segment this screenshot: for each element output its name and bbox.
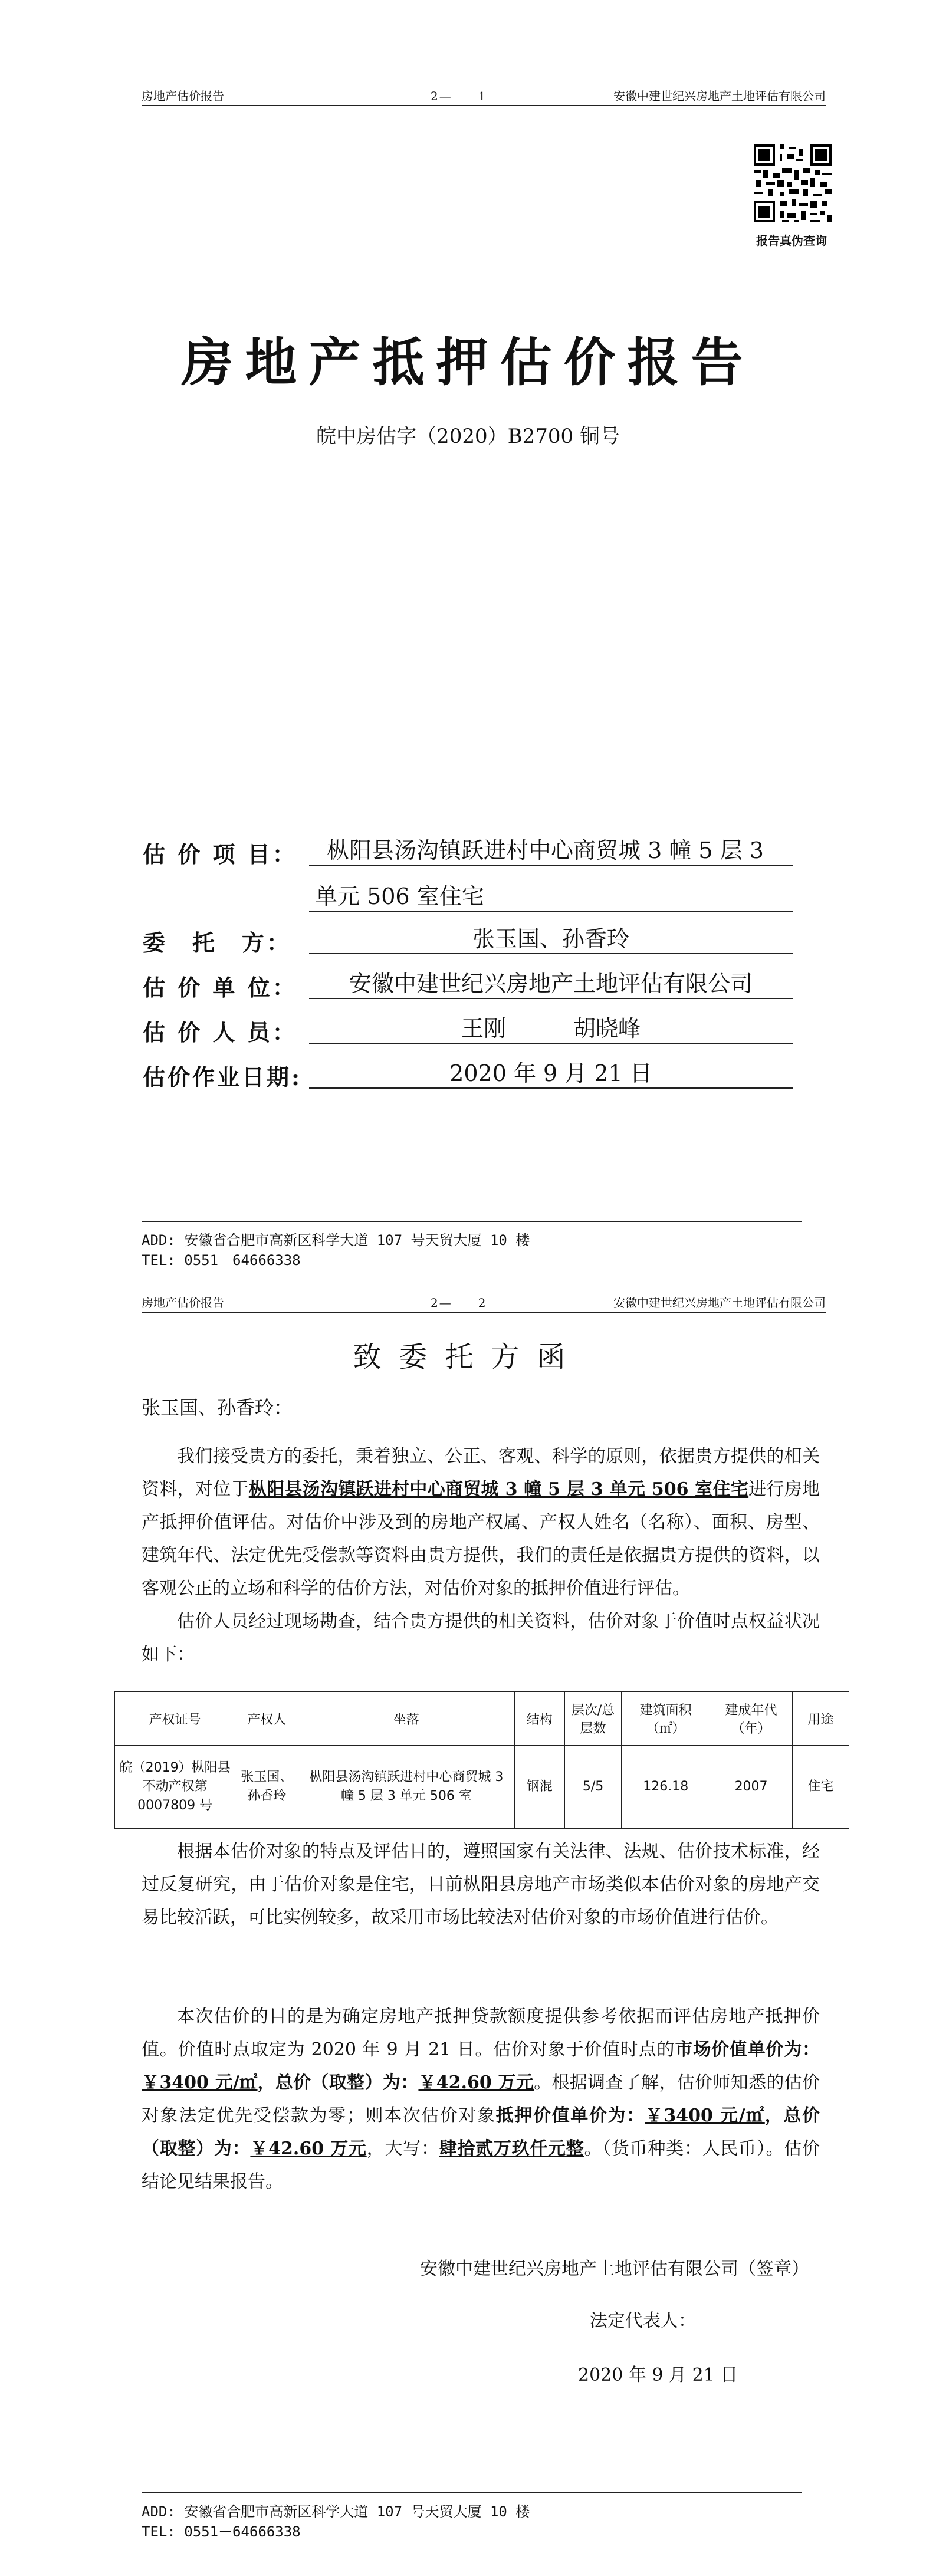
market-total-label: ，总价（取整）为： — [257, 2072, 419, 2093]
project-row — [143, 836, 827, 925]
letter-salutation: 张玉国、孙香玲： — [142, 1397, 293, 1419]
staff-value: 王刚 胡晓峰 — [309, 1014, 793, 1044]
report-title: 房地产抵押估价报告 — [181, 331, 755, 393]
table-cell: 2007 — [710, 1746, 792, 1829]
header-title: 房地产估价报告 — [142, 89, 224, 103]
header-company: 安徽中建世纪兴房地产土地评估有限公司 — [613, 89, 826, 103]
client-value: 张玉国、孙香玲 — [309, 925, 793, 954]
table-cell: 126.18 — [622, 1746, 710, 1829]
client-label: 委 托 方： — [143, 929, 292, 956]
table-header-row — [115, 1692, 849, 1746]
table-cell: 皖（2019）枞阳县不动产权第0007809 号 — [115, 1746, 235, 1829]
letter-heading: 致委托方函 — [353, 1340, 583, 1374]
table-header-cell: 产权人 — [235, 1692, 298, 1746]
table-header-cell: 结构 — [514, 1692, 564, 1746]
client-row — [143, 925, 827, 970]
paragraph-text: 我们接受贵方的委托，秉着独立、公正、客观、科学的原则，依据贵方提供的相关资料，对位于 — [142, 1446, 820, 1500]
page-footer — [142, 2492, 802, 2542]
paragraph-conclusion — [142, 2000, 820, 2199]
table-header-cell: 建成年代（年） — [710, 1692, 792, 1746]
table-cell: 枞阳县汤沟镇跃进村中心商贸城 3 幢 5 层 3 单元 506 室 — [298, 1746, 514, 1829]
table-header-cell: 建筑面积（㎡） — [622, 1692, 710, 1746]
footer-address: ADD: 安徽省合肥市高新区科学大道 107 号天贸大厦 10 楼 — [142, 1232, 530, 1248]
property-address: 枞阳县汤沟镇跃进村中心商贸城 3 幢 5 层 3 单元 506 室住宅 — [248, 1479, 749, 1500]
paragraph-text: 。根据调查了解，估价师知悉的估价对象法定优先受偿款为零；则本次估价对象 — [142, 2072, 820, 2126]
paragraph-survey: 估价人员经过现场勘查，结合贵方提供的相关资料，估价对象于价值时点权益状况如下： — [142, 1611, 820, 1665]
footer-phone: TEL: 0551－64666338 — [142, 1252, 301, 1269]
table-cell: 住宅 — [792, 1746, 849, 1829]
table-cell: 钢混 — [514, 1746, 564, 1829]
report-cover-page — [0, 0, 936, 1275]
market-unit-price: ￥3400 元/㎡ — [142, 2072, 258, 2093]
unit-row — [143, 970, 827, 1014]
paragraph-text: ，大写： — [366, 2138, 439, 2159]
project-value-line1: 枞阳县汤沟镇跃进村中心商贸城 3 幢 5 层 3 — [309, 836, 793, 866]
table-cell: 5/5 — [564, 1746, 621, 1829]
page-header — [142, 88, 826, 106]
mortgage-total-price: ￥42.60 万元 — [250, 2138, 367, 2159]
table-row — [115, 1746, 849, 1829]
mortgage-total-label: ，总价（取整）为： — [142, 2105, 820, 2159]
signature-company: 安徽中建世纪兴房地产土地评估有限公司（签章） — [420, 2259, 809, 2279]
property-rights-table — [114, 1691, 849, 1829]
paragraph-intro — [142, 1440, 820, 1605]
date-value: 2020 年 9 月 21 日 — [309, 1059, 793, 1089]
mortgage-unit-price-label: 抵押价值单价为： — [495, 2105, 645, 2126]
date-label: 估价作业日期: — [143, 1064, 303, 1090]
unit-label: 估 价 单 位： — [143, 974, 297, 1001]
header-page-number: 2— 2 — [431, 1296, 487, 1310]
paragraph-method: 根据本估价对象的特点及评估目的，遵照国家有关法律、法规、估价技术标准，经过反复研究，由于估价对象是住宅，目前枞阳县房地产市场类似本估价对象的房地产交易比较活跃，可比实例较多，故采用市场比较法对估价对象的市场价值进行估价。 — [142, 1841, 820, 1928]
table-header-cell: 层次/总层数 — [564, 1692, 621, 1746]
project-value-line2: 单元 506 室住宅 — [309, 882, 793, 912]
footer-phone: TEL: 0551－64666338 — [142, 2524, 301, 2540]
market-unit-price-label: 市场价值单价为： — [675, 2039, 820, 2060]
signature-representative: 法定代表人： — [590, 2311, 696, 2331]
letter-to-client-page — [0, 1275, 936, 2576]
staff-label: 估 价 人 员： — [143, 1019, 297, 1046]
table-header-cell: 坐落 — [298, 1692, 514, 1746]
footer-address: ADD: 安徽省合肥市高新区科学大道 107 号天贸大厦 10 楼 — [142, 2503, 530, 2520]
header-title: 房地产估价报告 — [142, 1296, 224, 1310]
table-cell: 张玉国、孙香玲 — [235, 1746, 298, 1829]
signature-date: 2020 年 9 月 21 日 — [578, 2365, 738, 2386]
header-page-number: 2— 1 — [431, 89, 487, 103]
table-header-cell: 产权证号 — [115, 1692, 235, 1746]
report-info-block — [143, 836, 827, 1104]
table-header-cell: 用途 — [792, 1692, 849, 1746]
mortgage-unit-price: ￥3400 元/㎡ — [645, 2105, 765, 2126]
paragraph-text: 。（货币种类：人民币）。估价结论见结果报告。 — [142, 2138, 820, 2192]
header-company: 安徽中建世纪兴房地产土地评估有限公司 — [613, 1296, 826, 1310]
staff-row — [143, 1014, 827, 1059]
date-row — [143, 1059, 827, 1104]
page-footer — [142, 1221, 802, 1270]
paragraph-text: 进行房地产抵押价值评估。对估价中涉及到的房地产权属、产权人姓名（名称）、面积、房型、建筑年代、法定优先受偿款等资料由贵方提供，我们的责任是依据贵方提供的资料，以客观公正的立场和科学的估价方法，对估价对象的抵押价值进行评估。 — [142, 1479, 820, 1599]
amount-in-words: 肆拾贰万玖仟元整 — [439, 2138, 584, 2159]
page-header — [142, 1295, 826, 1313]
document-number: 皖中房估字（2020）B2700 铜号 — [316, 425, 620, 448]
unit-value: 安徽中建世纪兴房地产土地评估有限公司 — [309, 970, 793, 999]
qr-code-icon[interactable] — [754, 144, 832, 222]
project-label: 估 价 项 目： — [143, 841, 297, 868]
market-total-price: ￥42.60 万元 — [418, 2072, 534, 2093]
qr-code-caption: 报告真伪查询 — [756, 234, 827, 248]
paragraph-text: 本次估价的目的是为确定房地产抵押贷款额度提供参考依据而评估房地产抵押价值。价值时点取定为 2020 年 9 月 21 日。估价对象于价值时点的 — [142, 2006, 820, 2060]
